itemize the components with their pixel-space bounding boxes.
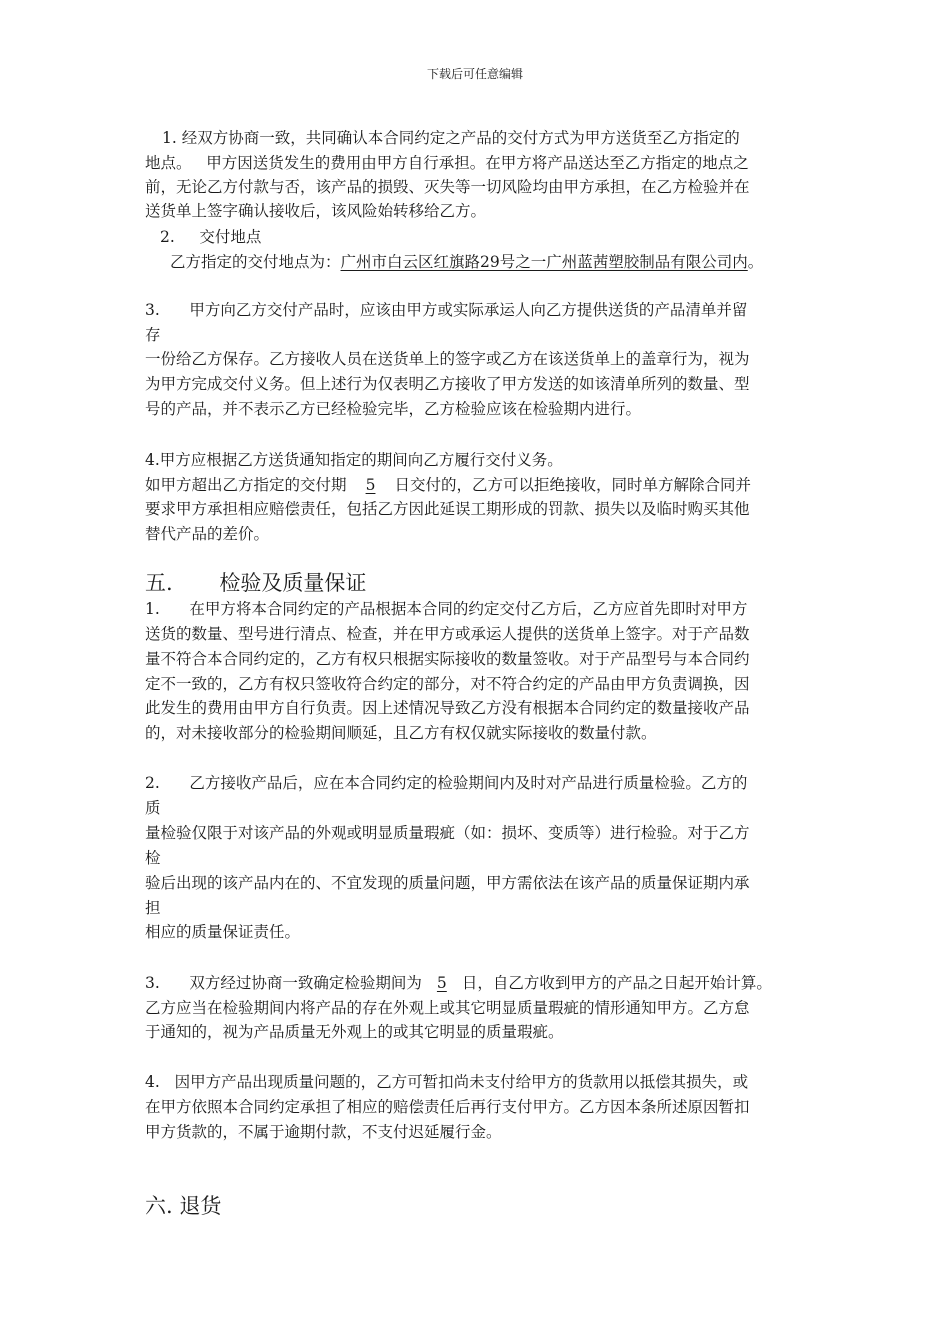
clause-inspection-2-line: 验后出现的该产品内在的、不宜发现的质量问题，甲方需依法在该产品的质量保证期内承 (145, 874, 750, 892)
address-prefix: 乙方指定的交付地点为： (170, 253, 341, 271)
clause-delivery-3-line: 号的产品，并不表示乙方已经检验完毕，乙方检验应该在检验期内进行。 (145, 400, 642, 418)
clause-delivery-3-line: 为甲方完成交付义务。但上述行为仅表明乙方接收了甲方发送的如该清单所列的数量、型 (145, 375, 750, 393)
clause-inspection-1-line: 此发生的费用由甲方自行负责。因上述情况导致乙方没有根据本合同约定的数量接收产品 (145, 699, 750, 717)
clause-inspection-1-line: 量不符合本合同约定的，乙方有权只根据实际接收的数量签收。对于产品型号与本合同约 (145, 650, 750, 668)
clause-delivery-1-line: 送货单上签字确认接收后，该风险始转移给乙方。 (145, 202, 487, 220)
clause-delivery-1-line: 地点。 甲方因送货发生的费用由甲方自行承担。在甲方将产品送达至乙方指定的地点之 (145, 154, 749, 172)
clause-delivery-4-line: 4.甲方应根据乙方送货通知指定的期间向乙方履行交付义务。 (145, 451, 563, 469)
clause-inspection-1-line: 定不一致的，乙方有权只签收符合约定的部分，对不符合约定的产品由甲方负责调换，因 (145, 675, 750, 693)
delivery-period-days: 5 (365, 476, 376, 494)
section-6-title: 六. 退货 (145, 1194, 222, 1218)
clause-inspection-1-line: 送货的数量、型号进行清点、检查，并在甲方或承运人提供的送货单上签字。对于产品数 (145, 625, 750, 643)
delivery-address: 广州市白云区红旗路29号之一广州蓝茜塑胶制品有限公司内 (340, 253, 748, 271)
clause-inspection-3-line: 乙方应当在检验期间内将产品的存在外观上或其它明显质量瑕疵的情形通知甲方。乙方怠 (145, 999, 750, 1017)
clause-delivery-4-line: 替代产品的差价。 (145, 525, 270, 543)
inspection-period-days: 5 (436, 974, 447, 992)
delivery-address-line (170, 252, 763, 272)
clause-delivery-1-line: 1. 经双方协商一致，共同确认本合同约定之产品的交付方式为甲方送货至乙方指定的 (162, 129, 740, 147)
clause-inspection-3-line: 于通知的，视为产品质量无外观上的或其它明显的质量瑕疵。 (145, 1023, 564, 1041)
inspection-prefix: 3. 双方经过协商一致确定检验期间为 (145, 974, 422, 992)
clause-delivery-3-line: 一份给乙方保存。乙方接收人员在送货单上的签字或乙方在该送货单上的盖章行为，视为 (145, 350, 750, 368)
clause-inspection-4-line: 4. 因甲方产品出现质量问题的，乙方可暂扣尚未支付给甲方的货款用以抵偿其损失，或 (145, 1073, 749, 1091)
delivery-period-line (145, 475, 751, 495)
clause-inspection-4-line: 甲方货款的，不属于逾期付款，不支付迟延履行金。 (145, 1123, 502, 1141)
clause-inspection-1-line: 1. 在甲方将本合同约定的产品根据本合同的约定交付乙方后，乙方应首先即时对甲方 (145, 600, 748, 618)
clause-inspection-1-line: 的，对未接收部分的检验期间顺延，且乙方有权仅就实际接收的数量付款。 (145, 724, 657, 742)
clause-inspection-2-line: 检 (145, 849, 161, 867)
period-suffix: 日交付的，乙方可以拒绝接收，同时单方解除合同并 (394, 476, 752, 494)
page-header: 下载后可任意编辑 (426, 67, 523, 81)
clause-inspection-2-line: 2. 乙方接收产品后，应在本合同约定的检验期间内及时对产品进行质量检验。乙方的 (145, 774, 748, 792)
clause-inspection-2-line: 量检验仅限于对该产品的外观或明显质量瑕疵（如：损坏、变质等）进行检验。对于乙方 (145, 824, 750, 842)
clause-delivery-1-line: 前，无论乙方付款与否，该产品的损毁、灭失等一切风险均由甲方承担，在乙方检验并在 (145, 178, 750, 196)
inspection-suffix: 日，自乙方收到甲方的产品之日起开始计算。 (461, 974, 772, 992)
address-suffix: 。 (747, 253, 764, 271)
clause-delivery-3-line: 存 (145, 326, 161, 344)
period-prefix: 如甲方超出乙方指定的交付期 (145, 476, 347, 494)
clause-delivery-3-line: 3. 甲方向乙方交付产品时，应该由甲方或实际承运人向乙方提供送货的产品清单并留 (145, 301, 748, 319)
clause-inspection-2-line: 担 (145, 899, 161, 917)
section-5-title: 五. 检验及质量保证 (145, 571, 367, 595)
delivery-place-heading: 2. 交付地点 (160, 228, 262, 246)
clause-inspection-4-line: 在甲方依照本合同约定承担了相应的赔偿责任后再行支付甲方。乙方因本条所述原因暂扣 (145, 1098, 750, 1116)
clause-inspection-2-line: 质 (145, 799, 161, 817)
clause-inspection-2-line: 相应的质量保证责任。 (145, 923, 301, 941)
inspection-period-line (145, 973, 772, 993)
clause-delivery-4-line: 要求甲方承担相应赔偿责任，包括乙方因此延误工期形成的罚款、损失以及临时购买其他 (145, 500, 750, 518)
